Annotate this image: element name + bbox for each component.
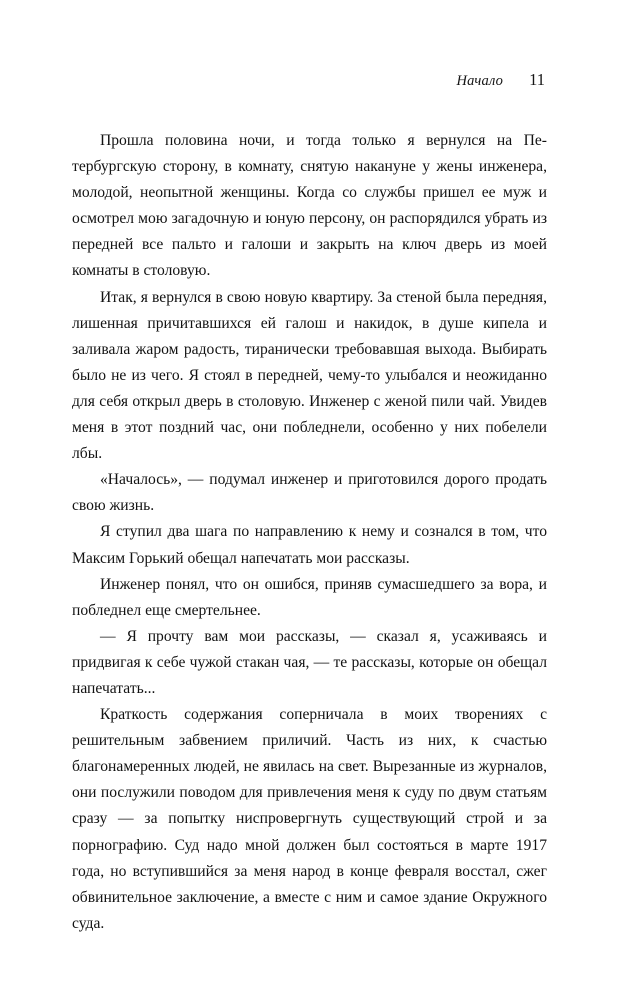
paragraph: — Я прочту вам мои рассказы, — сказал я, усаживаясь и придвигая к себе чужой стакан чая, — те рассказы, которые он обещал напечатать... [72, 627, 547, 697]
paragraph: Итак, я вернулся в свою новую квартиру. За стеной была передняя, лишенная причитавшихся ей галош и накидок, в душе кипела и заливала жаром радость, тиранически требовавшая выхода. Выбирать было не из чего. Я стоял в передней, чему-то улыбался и неожиданно для себя открыл дверь в столовую. Инженер с женой пили чай. Увидев меня в этот поздний час, они побледнели, особенно у них побелели лбы. [72, 288, 547, 463]
paragraph: Инженер понял, что он ошибся, приняв сумасшедшего за вора, и побледнел еще смертельнее. [72, 575, 547, 619]
paragraph: Прошла половина ночи, и тогда только я вернулся на Петербургскую сторону, в комнату, снятую накануне у жены инженера, молодой, неопытной женщины. Когда со службы пришел ее муж и осмотрел мою загадочную и юную персону, он распорядился убрать из передней все пальто и галоши и закрыть на ключ дверь из моей комнаты в столовую. [72, 132, 547, 280]
chapter-title: Начало [456, 73, 504, 89]
paragraph: Краткость содержания соперничала в моих творениях с решительным забвением приличий. Часть из них, к счастью благонамеренных людей, не явилась на свет. Вырезанные из журналов, они послужили поводом для привлечения меня к суду по двум статьям сразу — за попытку ниспровергнуть существующий строй и за порнографию. Суд надо мной должен был состояться в марте 1917 года, но вступившийся за меня народ в конце февраля восстал, сжег обвинительное заключение, а вместе с ним и самое здание Окружного суда. [72, 706, 547, 932]
running-head [72, 70, 547, 92]
paragraph: Я ступил два шага по направлению к нему и сознался в том, что Максим Горький обещал напечатать мои рассказы. [72, 523, 547, 567]
paragraph: «Началось», — подумал инженер и приготовился дорого продать свою жизнь. [72, 471, 547, 515]
page-number: 11 [529, 70, 545, 89]
body-text [72, 128, 547, 937]
